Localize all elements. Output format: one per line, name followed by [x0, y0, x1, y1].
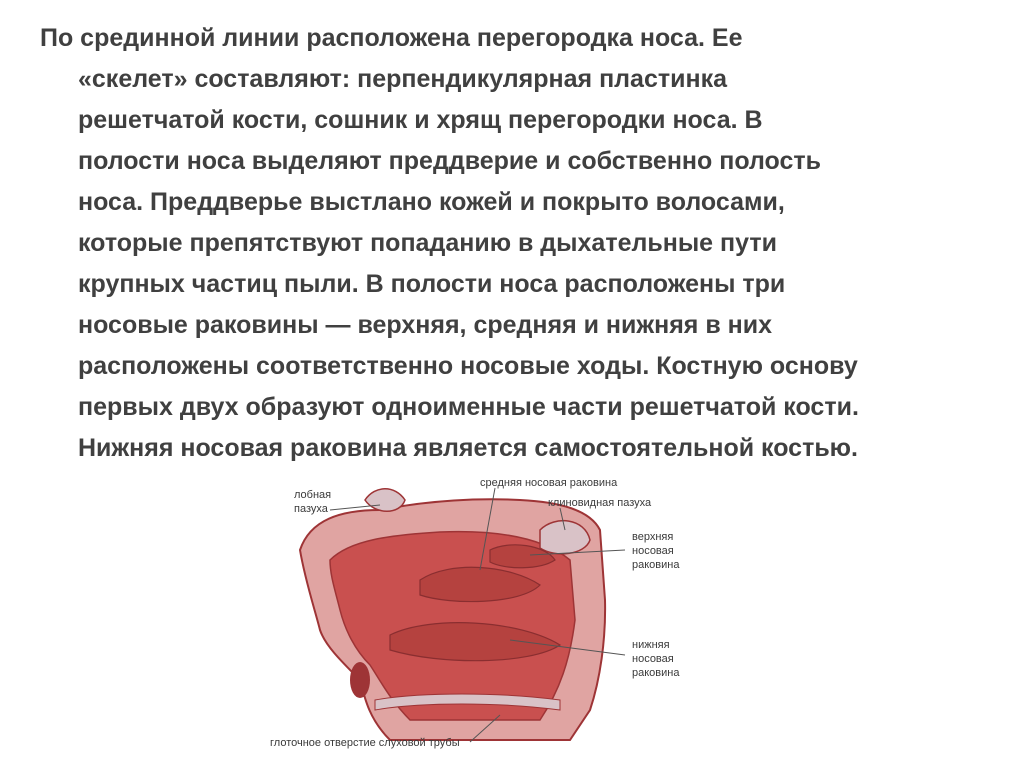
sphenoid-sinus-label: клиновидная пазуха — [548, 497, 652, 509]
text-line: носа. Преддверье выстлано кожей и покрыто волосами, — [78, 188, 785, 216]
frontal-sinus-label-2: пазуха — [294, 503, 328, 515]
text-line: «скелет» составляют: перпендикулярная пластинка — [78, 65, 727, 93]
superior-concha-label-1: верхняя — [632, 531, 674, 543]
superior-concha-label-2: носовая — [632, 545, 674, 557]
inferior-concha-label-3: раковина — [632, 667, 680, 679]
middle-concha-label: средняя носовая раковина — [480, 477, 618, 489]
text-line: крупных частиц пыли. В полости носа расположены три — [78, 270, 786, 298]
nasal-cavity-figure — [270, 470, 730, 760]
inferior-concha-label-1: нижняя — [632, 639, 670, 651]
text-line: которые препятствуют попаданию в дыхательные пути — [78, 229, 777, 257]
text-line: полости носа выделяют преддверие и собственно полость — [78, 147, 821, 175]
text-line: первых двух образуют одноименные части решетчатой кости. — [78, 393, 859, 421]
text-line: расположены соответственно носовые ходы. Костную основу — [78, 352, 858, 380]
frontal-sinus-label-1: лобная — [294, 489, 332, 501]
frontal-sinus — [365, 489, 405, 512]
text-line: решетчатой кости, сошник и хрящ перегородки носа. В — [78, 106, 763, 134]
superior-concha-label-3: раковина — [632, 559, 680, 571]
nasal-cavity-illustration — [270, 470, 730, 760]
pharyngeal-opening-label: глоточное отверстие слуховой трубы — [270, 737, 460, 749]
text-line: носовые раковины — верхняя, средняя и нижняя в них — [78, 311, 773, 339]
body-text — [40, 18, 1010, 469]
text-line: Нижняя носовая раковина является самостоятельной костью. — [78, 434, 858, 462]
nostril — [350, 662, 370, 698]
text-line: По срединной линии расположена перегородка носа. Ее — [40, 24, 743, 52]
inferior-concha-label-2: носовая — [632, 653, 674, 665]
